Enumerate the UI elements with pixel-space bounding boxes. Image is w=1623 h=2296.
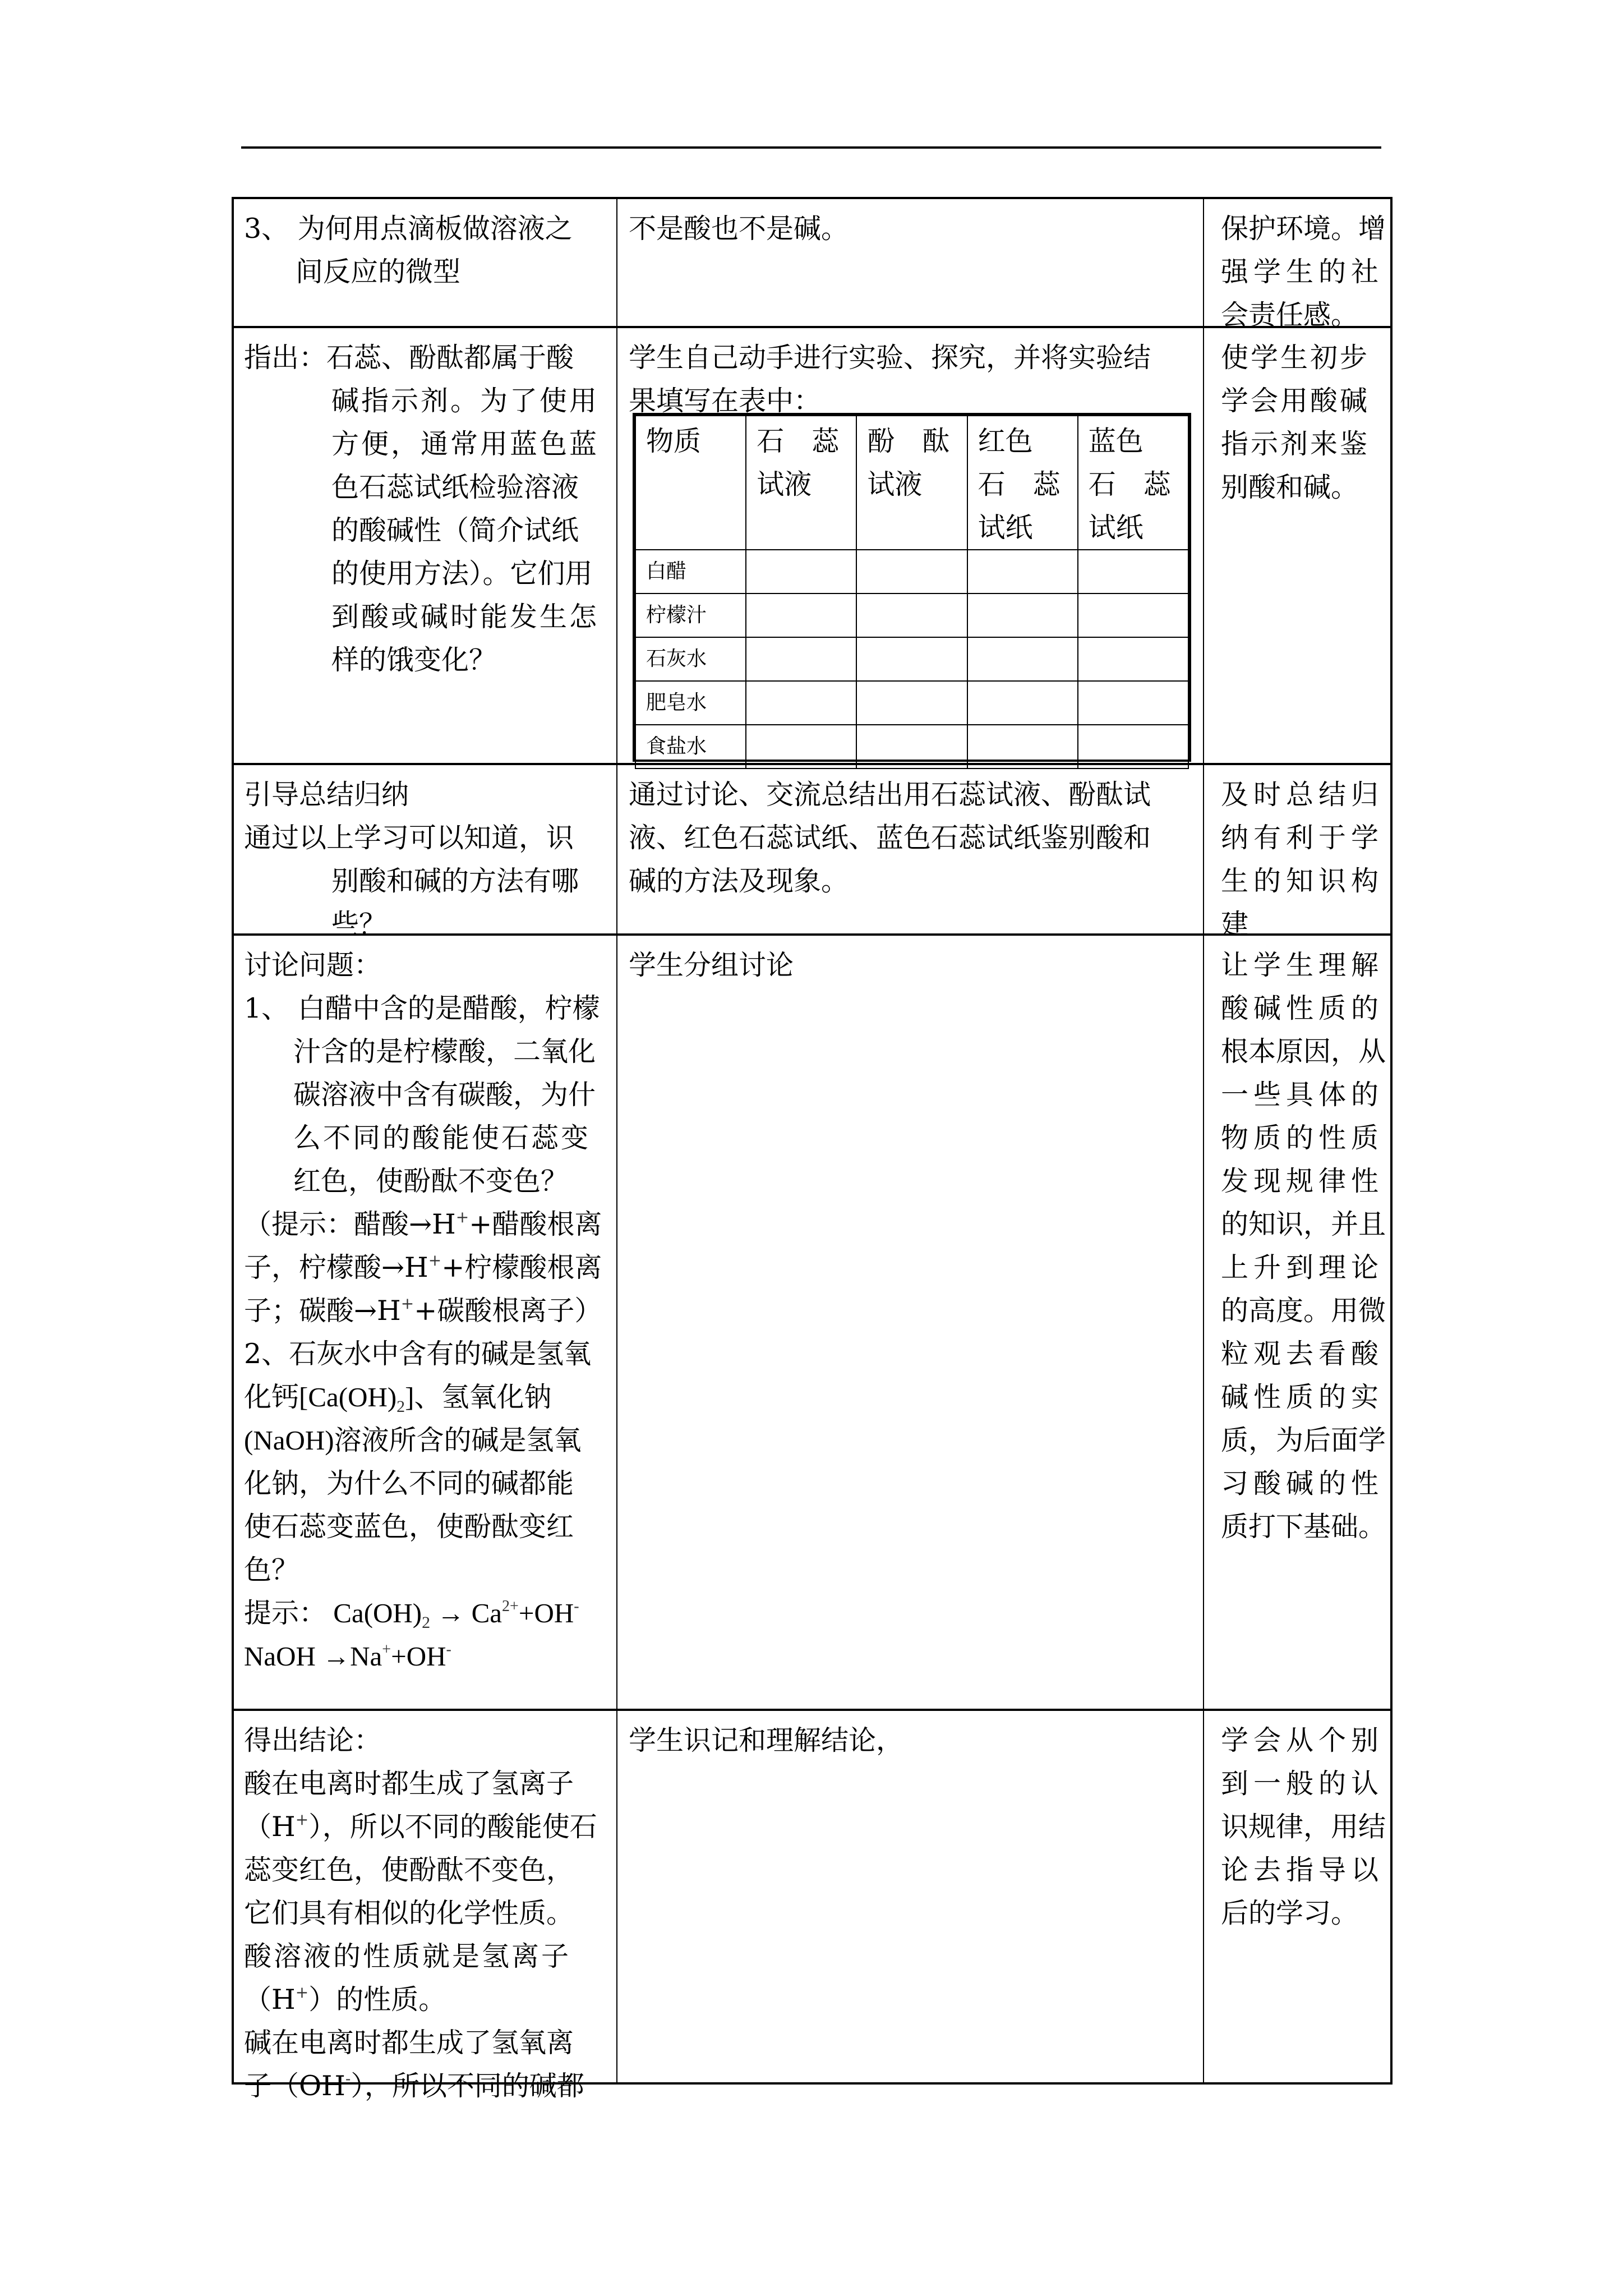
teacher-activity-cell [234,199,617,328]
text-line: 发现规律性 [1221,1165,1384,1197]
equation-line [244,1635,608,1678]
hint-text: +醋酸根离 [469,1208,602,1240]
text-line: 保护环境。增 [1221,213,1386,245]
result-cell[interactable] [856,725,967,769]
text-line: 化钠，为什么不同的碱都能 [244,1467,574,1499]
text-line: 方便，通常用蓝色蓝 [331,428,600,460]
text-line: 酸碱性质的 [1221,992,1384,1024]
result-cell[interactable] [967,681,1078,725]
teacher-activity-cell [234,936,617,1711]
text-line: 学生分组讨论 [629,949,794,981]
superscript: 2+ [502,1598,519,1615]
header-text: 蓝色 [1088,425,1144,457]
text-line: 汁含的是柠檬酸，二氧化 [293,1036,596,1068]
text-line: 色石蕊试纸检验溶液 [331,471,579,503]
student-activity-cell [619,199,1204,328]
text-line: 指出：石蕊、酚酞都属于酸 [244,342,574,374]
header-text: 酚 酞 [867,425,950,457]
substance-name: 白醋 [635,550,746,593]
text: ），所以不同的碱都 [351,2070,584,2102]
text-line: 让学生理解 [1221,949,1384,981]
text-line: 质打下基础。 [1221,1511,1386,1543]
text-line: 碱在电离时都生成了氢氧离 [244,2027,574,2059]
text-line: 指示剂来鉴 [1221,428,1370,460]
formula-text: NaOH →Na [244,1641,382,1672]
text-line: 的知识，并且 [1221,1208,1386,1240]
text-line: 碱指示剂。为了使用 [331,385,600,417]
text-line: 酸在电离时都生成了氢离子 [244,1768,574,1800]
text-line: 强学生的社 [1221,256,1384,288]
text-line: 建 [1221,908,1249,940]
subscript: 2 [396,1397,405,1416]
student-activity-cell [619,328,1204,765]
header-blue-litmus-paper [1078,416,1188,550]
result-cell[interactable] [967,593,1078,637]
formula-text: +OH [518,1598,574,1628]
formula-text: → Ca [430,1598,502,1628]
experiment-row [635,637,1188,681]
substance-name: 石灰水 [635,637,746,681]
result-cell[interactable] [967,550,1078,593]
header-text: 试液 [867,468,923,500]
text-line: 生的知识构 [1221,865,1384,897]
header-red-litmus-paper [967,416,1078,550]
text-line: 间反应的微型 [296,256,461,288]
superscript: + [295,1983,309,2001]
header-text: 物质 [646,425,702,457]
experiment-row [635,681,1188,725]
experiment-row [635,725,1188,769]
formula-text: 子（OH [244,2070,345,2102]
text-line: 2、石灰水中含有的碱是氢氧 [244,1338,592,1370]
formula-text: ]、氢氧化钠 [405,1382,552,1412]
text-line: 会责任感。 [1221,299,1359,331]
formula-text: Ca(OH) [333,1598,422,1628]
text-line: 的高度。用微 [1221,1295,1386,1327]
hint-text: +柠檬酸根离 [441,1251,602,1283]
text-line: 色？ [244,1554,299,1586]
header-text: 石 蕊 [1088,468,1171,500]
text-line: 论去指导以 [1221,1854,1384,1886]
hint-line [244,1203,608,1246]
student-activity-cell [619,1711,1204,2085]
table-row [234,763,1390,940]
formula-text: （H [244,1811,296,1843]
result-cell[interactable] [856,681,967,725]
text-line: 果填写在表中： [629,385,822,417]
text-line: 及时总结归 [1221,779,1384,811]
table-row [234,199,1390,331]
text-line: 上升到理论 [1221,1251,1384,1283]
header-phenolphthalein-solution [856,416,967,550]
experiment-table-header [635,416,1188,550]
text-line: 使学生初步 [1221,342,1370,374]
text-line: 纳有利于学 [1221,822,1384,854]
result-cell[interactable] [856,550,967,593]
equation-line [244,1591,608,1635]
text: ），所以不同的酸能使石 [308,1811,597,1843]
result-cell[interactable] [856,637,967,681]
teacher-activity-cell [234,1711,617,2102]
result-cell[interactable] [967,637,1078,681]
text-line: 学会用酸碱 [1221,385,1370,417]
result-cell[interactable] [967,725,1078,769]
hint-line [244,1246,608,1289]
header-text: 试纸 [978,512,1033,544]
text-line: 通过以上学习可以知道，识 [244,822,574,854]
header-text: 试纸 [1088,512,1144,544]
student-activity-cell [619,765,1204,936]
superscript: - [574,1598,579,1615]
hint-line [244,1289,608,1332]
text-line: 碱的方法及现象。 [629,865,849,897]
text-line: 的使用方法）。它们用 [331,558,593,590]
superscript: + [295,1810,309,1829]
text-line: 引导总结归纳 [244,779,409,811]
header-litmus-solution [746,416,856,550]
text-line: 粒观去看酸 [1221,1338,1384,1370]
text-line: 质，为后面学 [1221,1424,1386,1456]
subscript: 2 [422,1613,431,1632]
text-line: 碱性质的实 [1221,1381,1384,1413]
text-line: 1、 白醋中含的是醋酸，柠檬 [244,992,600,1024]
substance-name: 肥皂水 [635,681,746,725]
result-cell[interactable] [746,681,856,725]
result-cell[interactable] [746,725,856,769]
text-line: 使石蕊变蓝色，使酚酞变红 [244,1511,574,1543]
text: ）的性质。 [308,1984,446,2016]
text-line [244,2064,608,2108]
text-line: 不是酸也不是碱。 [629,213,849,245]
text-line [244,1375,608,1419]
hint-text: 子，柠檬酸→H [244,1251,428,1283]
header-text: 石 蕊 [978,468,1061,500]
text-line: 到酸或碱时能发生怎 [331,601,600,633]
table-row [234,933,1390,1711]
page-header-rule [241,146,1381,149]
text-line: 习酸碱的性 [1221,1467,1384,1499]
table-row [234,1709,1390,2102]
result-cell[interactable] [1078,725,1188,769]
result-cell[interactable] [746,593,856,637]
discussion-title: 讨论问题： [244,949,382,981]
text-line: 一些具体的 [1221,1079,1384,1111]
hint-text: （提示：醋酸→H [244,1208,456,1240]
result-cell[interactable] [1078,593,1188,637]
superscript: + [400,1294,414,1313]
superscript: + [382,1641,391,1658]
text-line: 红色，使酚酞不变色？ [293,1165,569,1197]
text-line: 液、红色石蕊试纸、蓝色石蕊试纸鉴别酸和 [629,822,1151,854]
text-line: 些？ [331,908,387,940]
text-line: 根本原因，从 [1221,1036,1386,1068]
experiment-row [635,550,1188,593]
design-intent-cell [1205,936,1393,1711]
text-line: 它们具有相似的化学性质。 [244,1897,574,1929]
text-line: 别酸和碱。 [1221,471,1359,503]
hint-text: +碳酸根离子） [414,1295,602,1327]
text-line: 么不同的酸能使石蕊变 [293,1122,591,1154]
hint-text: 子；碳酸→H [244,1295,401,1327]
hint-label: 提示： [244,1598,327,1628]
text-line [244,1805,608,1848]
result-cell[interactable] [746,637,856,681]
text-line: 通过讨论、交流总结出用石蕊试液、酚酞试 [629,779,1151,811]
result-cell[interactable] [856,593,967,637]
student-activity-cell [619,936,1204,1711]
text-line: 识规律，用结 [1221,1811,1386,1843]
text-line [244,1978,608,2021]
lesson-plan-table [232,197,1393,2102]
design-intent-cell [1205,765,1393,940]
text-line: 到一般的认 [1221,1768,1384,1800]
result-cell[interactable] [1078,550,1188,593]
header-text: 红色 [978,425,1033,457]
formula-text: +OH [391,1641,446,1672]
teacher-activity-cell [234,765,617,940]
header-substance [635,416,746,550]
formula-text: 化钙[Ca(OH) [244,1382,397,1412]
header-text: 石 蕊 [757,425,840,457]
result-cell[interactable] [746,550,856,593]
experiment-results-table [633,413,1191,762]
teacher-activity-cell [234,328,617,765]
result-cell[interactable] [1078,637,1188,681]
superscript: + [455,1208,469,1226]
text-line: (NaOH)溶液所含的碱是氢氧 [244,1425,582,1456]
substance-name: 柠檬汁 [635,593,746,637]
text-line: 蕊变红色，使酚酞不变色， [244,1854,574,1886]
superscript: - [446,1641,451,1658]
text-line: 酸溶液的性质就是氢离子 [244,1940,571,1972]
text-line: 学会从个别 [1221,1724,1384,1756]
design-intent-cell [1205,199,1393,331]
formula-text: （H [244,1984,296,2016]
superscript: + [428,1251,442,1269]
substance-name: 食盐水 [635,725,746,769]
text-line: 后的学习。 [1221,1897,1359,1929]
text-line: 样的饿变化？ [331,644,497,676]
table-row [234,326,1390,765]
text-line: 物质的性质 [1221,1122,1384,1154]
text-line: 学生自己动手进行实验、探究，并将实验结 [629,342,1151,374]
text-line: 的酸碱性（简介试纸 [331,514,579,546]
superscript: - [345,2069,351,2088]
text-line: 学生识记和理解结论， [629,1724,904,1756]
conclusion-title: 得出结论： [244,1724,382,1756]
experiment-row [635,593,1188,637]
text-line: 3、 为何用点滴板做溶液之 [244,213,573,245]
text-line: 碳溶液中含有碳酸，为什 [293,1079,596,1111]
design-intent-cell [1205,1711,1393,2085]
result-cell[interactable] [1078,681,1188,725]
header-text: 试液 [757,468,812,500]
design-intent-cell [1205,328,1393,765]
text-line: 别酸和碱的方法有哪 [331,865,579,897]
